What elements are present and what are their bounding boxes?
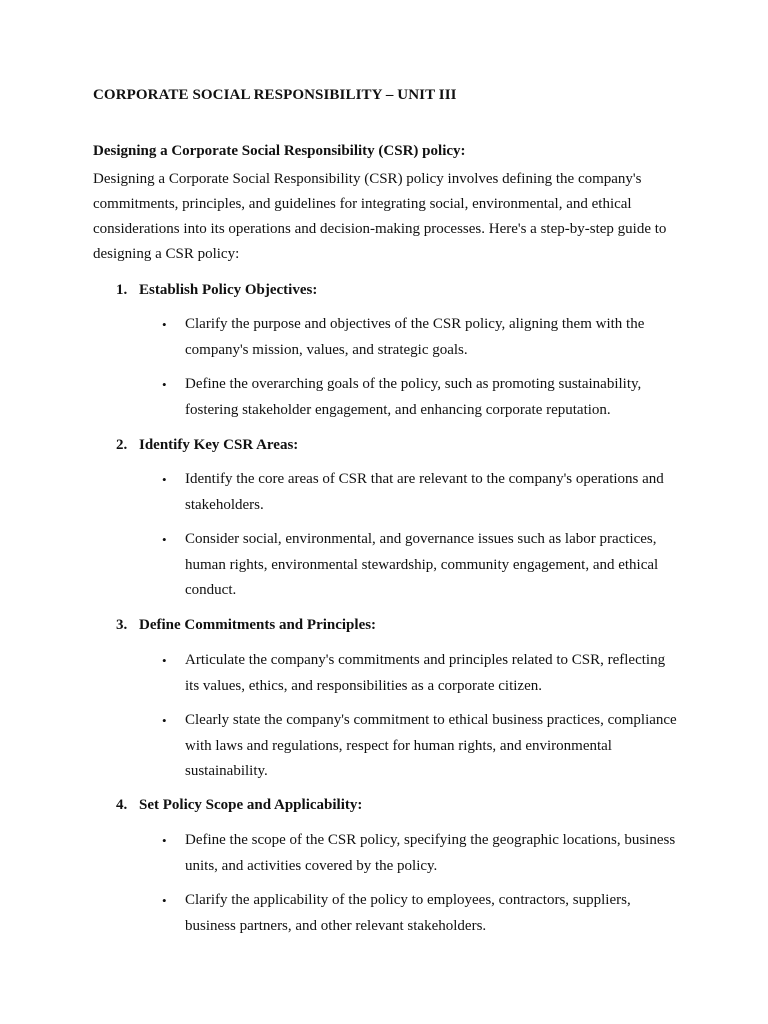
step-heading (116, 797, 362, 814)
document-title: CORPORATE SOCIAL RESPONSIBILITY – UNIT III (93, 87, 457, 103)
bullet-icon: • (162, 833, 167, 848)
bullet-icon: • (162, 532, 167, 547)
bullet-icon: • (162, 653, 167, 668)
intro-paragraph: Designing a Corporate Social Responsibility (CSR) policy involves defining the company's commitments, principles, and guidelines for integrating social, environmental, and ethical considerations into its operations and decision-making processes. Here's a step-by-step guide to designing a CSR policy: (93, 171, 667, 262)
list-item-text: Clearly state the company's commitment to ethical business practices, compliance with laws and regulations, respect for human rights, and environmental sustainability. (185, 712, 677, 779)
step-title: Establish Policy Objectives: (139, 282, 318, 298)
step-heading (116, 437, 298, 454)
list-item-text: Articulate the company's commitments and principles related to CSR, reflecting its values, ethics, and responsibilities as a corporate citizen. (185, 652, 666, 694)
list-item-text: Define the scope of the CSR policy, specifying the geographic locations, business units, and activities covered by the policy. (185, 832, 676, 874)
step-number: 1. (116, 282, 128, 298)
bullet-icon: • (162, 893, 167, 908)
step-number: 3. (116, 617, 128, 633)
bullet-icon: • (162, 713, 167, 728)
list-item-text: Clarify the applicability of the policy to employees, contractors, suppliers, business partners, and other relevant stakeholders. (185, 892, 631, 934)
step-heading (116, 617, 376, 634)
bullet-icon: • (162, 472, 167, 487)
section-heading: Designing a Corporate Social Responsibility (CSR) policy: (93, 143, 466, 159)
list-item-text: Identify the core areas of CSR that are relevant to the company's operations and stakeholders. (185, 471, 664, 513)
bullet-icon: • (162, 377, 167, 392)
step-title: Identify Key CSR Areas: (139, 437, 299, 453)
step-title: Set Policy Scope and Applicability: (139, 797, 363, 813)
bullet-icon: • (162, 317, 167, 332)
list-item-text: Define the overarching goals of the policy, such as promoting sustainability, fostering stakeholder engagement, and enhancing corporate reputation. (185, 376, 642, 418)
list-item-text: Clarify the purpose and objectives of the CSR policy, aligning them with the company's mission, values, and strategic goals. (185, 316, 645, 358)
step-number: 2. (116, 437, 128, 453)
step-title: Define Commitments and Principles: (139, 617, 377, 633)
step-number: 4. (116, 797, 128, 813)
list-item-text: Consider social, environmental, and governance issues such as labor practices, human rights, environmental stewardship, community engagement, and ethical conduct. (185, 531, 659, 598)
step-heading (116, 282, 317, 299)
